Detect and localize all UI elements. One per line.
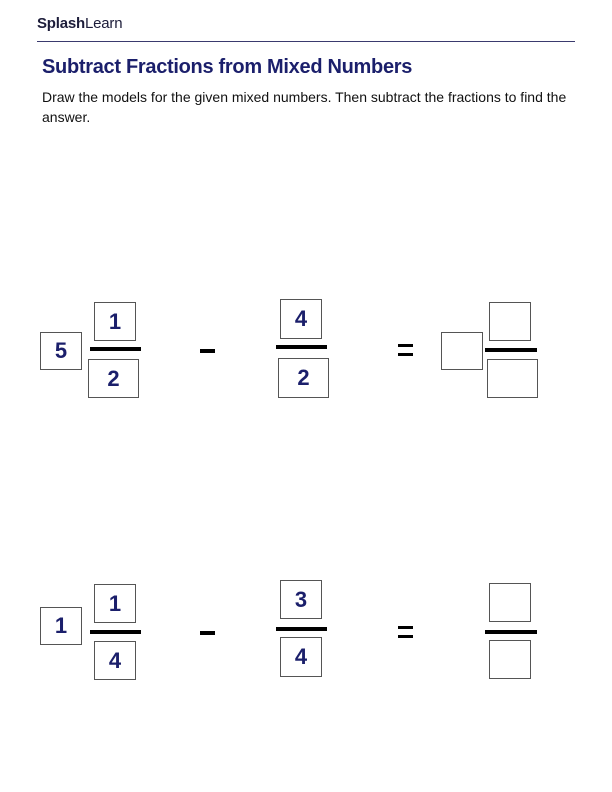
answer-numerator-box[interactable]	[489, 302, 531, 341]
fraction-bar	[276, 345, 327, 349]
fraction-bar	[485, 630, 537, 634]
answer-denominator-box[interactable]	[489, 640, 531, 679]
whole-number-box: 5	[40, 332, 82, 370]
subtrahend-denominator-box: 2	[278, 358, 329, 398]
fraction-bar	[90, 347, 141, 351]
fraction-bar	[90, 630, 141, 634]
answer-whole-box[interactable]	[441, 332, 483, 370]
subtrahend-numerator-box: 3	[280, 580, 322, 619]
subtrahend-denominator-box: 4	[280, 637, 322, 677]
logo-bold-text: Splash	[37, 15, 85, 32]
denominator-box: 2	[88, 359, 139, 398]
fraction-bar	[485, 348, 537, 352]
subtrahend-numerator-box: 4	[280, 299, 322, 339]
splashlearn-logo	[37, 15, 122, 32]
minus-sign	[200, 349, 215, 353]
answer-denominator-box[interactable]	[487, 359, 538, 398]
numerator-box: 1	[94, 584, 136, 623]
instructions-text: Draw the models for the given mixed numbers. Then subtract the fractions to find the answer.	[42, 89, 567, 125]
page-title: Subtract Fractions from Mixed Numbers	[42, 56, 413, 78]
equals-sign	[398, 344, 413, 356]
minus-sign	[200, 631, 215, 635]
header-divider	[37, 41, 575, 42]
denominator-box: 4	[94, 641, 136, 680]
fraction-bar	[276, 627, 327, 631]
numerator-box: 1	[94, 302, 136, 341]
logo-light-text: Learn	[84, 15, 123, 32]
answer-numerator-box[interactable]	[489, 583, 531, 622]
whole-number-box: 1	[40, 607, 82, 645]
equals-sign	[398, 626, 413, 638]
